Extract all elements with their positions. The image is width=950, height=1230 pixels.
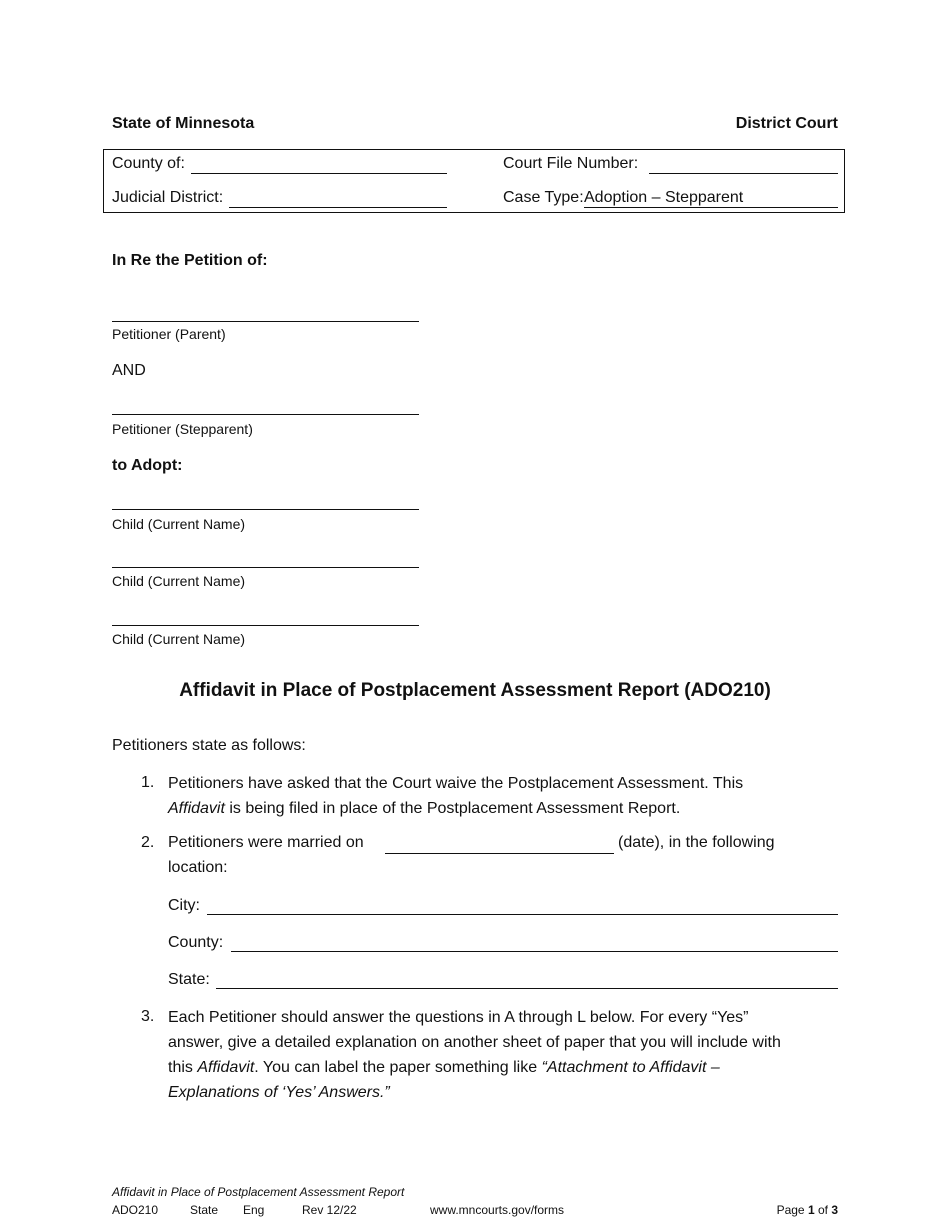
child-2-caption: Child (Current Name) [112, 573, 246, 589]
intro-text: Petitioners state as follows: [112, 737, 306, 754]
to-adopt-heading: to Adopt: [112, 457, 183, 474]
petitioner-stepparent-field[interactable] [112, 414, 419, 415]
state-line-field[interactable] [216, 988, 838, 989]
and-text: AND [112, 362, 146, 379]
page-separator: of [814, 1203, 832, 1217]
court-heading: District Court [735, 115, 838, 132]
petition-heading: In Re the Petition of: [112, 252, 268, 269]
city-label: City: [168, 897, 200, 914]
item-2-before: Petitioners were married on [168, 834, 364, 851]
judicial-district-field[interactable] [229, 207, 447, 208]
footer-language: Eng [243, 1203, 265, 1217]
page-total: 3 [831, 1203, 838, 1217]
item-3-line-1: Each Petitioner should answer the questions in A through L below. For every “Yes” [168, 1009, 749, 1026]
child-1-caption: Child (Current Name) [112, 516, 246, 532]
item-3-explanations-em: Explanations of ‘Yes’ Answers.” [168, 1084, 390, 1101]
item-2-after: (date), in the following [618, 834, 775, 851]
footer-url: www.mncourts.gov/forms [430, 1203, 565, 1217]
petitioner-stepparent-caption: Petitioner (Stepparent) [112, 421, 253, 437]
court-file-number-label: Court File Number: [503, 155, 639, 172]
item-3-line-2: answer, give a detailed explanation on another sheet of paper that you will include with [168, 1034, 781, 1051]
item-1-text [168, 771, 848, 821]
item-2-line-2: location: [168, 859, 228, 876]
state-heading: State of Minnesota [112, 115, 255, 132]
page-prefix: Page [776, 1203, 808, 1217]
child-3-field[interactable] [112, 625, 419, 626]
item-2-number: 2. [141, 834, 155, 851]
document-title: Affidavit in Place of Postplacement Assessment Report (ADO210) [179, 680, 771, 701]
state-line-label: State: [168, 971, 210, 988]
footer-revision: Rev 12/22 [302, 1203, 357, 1217]
child-1-field[interactable] [112, 509, 419, 510]
item-1-line-2-rest: is being filed in place of the Postplacement Assessment Report. [224, 800, 681, 817]
footer-code: ADO210 [112, 1203, 159, 1217]
footer-jurisdiction: State [190, 1203, 219, 1217]
page-current: 1 [807, 1203, 815, 1217]
item-3-line-4 [168, 1080, 848, 1105]
court-file-number-field[interactable] [649, 173, 838, 174]
item-1-affidavit-em: Affidavit [168, 800, 225, 817]
item-1-number: 1. [141, 774, 155, 791]
item-3-text [168, 1005, 848, 1105]
item-1-line-1: Petitioners have asked that the Court waive the Postplacement Assessment. This [168, 775, 744, 792]
item-1-line-2 [168, 796, 848, 821]
case-type-value: Adoption – Stepparent [584, 189, 744, 206]
footer-form-title-text: Affidavit in Place of Postplacement Assessment Report [112, 1185, 405, 1199]
footer-page-number [777, 1203, 838, 1217]
item-3-affidavit-em: Affidavit [197, 1059, 255, 1076]
judicial-district-label: Judicial District: [112, 189, 224, 206]
item-3-number: 3. [141, 1008, 155, 1025]
marriage-date-field[interactable] [385, 853, 614, 854]
footer-form-title [112, 1185, 404, 1199]
item-3-line-3 [168, 1055, 848, 1080]
county-field[interactable] [191, 173, 447, 174]
child-3-caption: Child (Current Name) [112, 631, 246, 647]
case-type-field[interactable] [584, 207, 838, 208]
item-3-line-3-a: this [168, 1059, 198, 1076]
city-field[interactable] [207, 914, 838, 915]
petitioner-parent-field[interactable] [112, 321, 419, 322]
item-3-line-3-b: . You can label the paper something like [254, 1059, 542, 1076]
item-3-attachment-em: “Attachment to Affidavit – [541, 1059, 720, 1076]
petitioner-parent-caption: Petitioner (Parent) [112, 326, 226, 342]
county-label: County of: [112, 155, 185, 172]
county-line-label: County: [168, 934, 224, 951]
child-2-field[interactable] [112, 567, 419, 568]
county-line-field[interactable] [231, 951, 838, 952]
case-type-label: Case Type: [503, 189, 584, 206]
